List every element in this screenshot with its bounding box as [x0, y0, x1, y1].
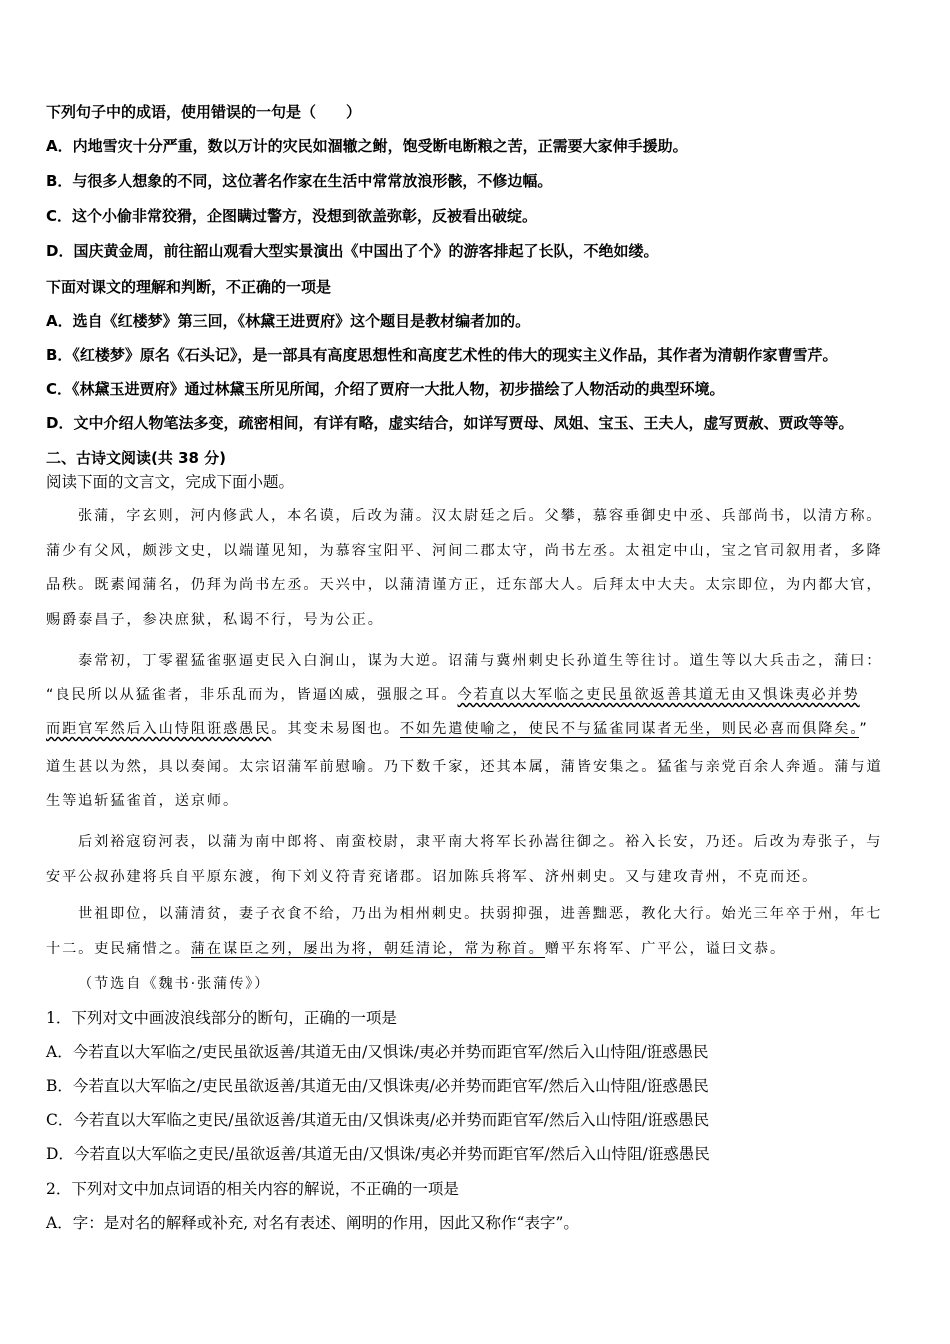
text-option-b: B．《红楼梦》原名《石头记》，是一部具有高度思想性和高度艺术性的伟大的现实主义作品，其作者为清朝作家曹雪芹。: [46, 346, 838, 364]
q1-stem: 1．下列对文中画波浪线部分的断句，正确的一项是: [46, 1009, 397, 1027]
passage-line: 张蒲，字玄则，河内修武人，本名谟，后改为蒲。汉太尉廷之后。父攀，慕容垂御史中丞、兵部尚书，以清方称。: [78, 508, 883, 524]
passage-segment: ”: [859, 721, 869, 737]
q1-option-d: D．今若直以大军临之吏民/虽欲返善/其道无由/又惧诛/夷必并势而距官军/然后入山恃阻/诳惑愚民: [46, 1145, 710, 1163]
text-question-stem: 下面对课文的理解和判断，不正确的一项是: [46, 278, 332, 296]
passage-line: 生等追斩猛雀首，送京师。: [46, 793, 240, 809]
idiom-option-a: A．内地雪灾十分严重，数以万计的灾民如涸辙之鲋，饱受断电断粮之苦，正需要大家伸手援助。: [46, 137, 688, 155]
section-title: 二、古诗文阅读(共 38 分): [46, 449, 227, 467]
text-option-d: D．文中介绍人物笔法多变，疏密相间，有详有略，虚实结合，如详写贾母、凤姐、宝玉、王夫人，虚写贾赦、贾政等等。: [46, 414, 854, 432]
idiom-option-b: B．与很多人想象的不同，这位著名作家在生活中常常放浪形骸，不修边幅。: [46, 172, 553, 190]
wavy-underlined-sentence: 今若直以大军临之吏民虽欲返善其道无由又惧诛夷必并势: [457, 687, 860, 703]
q2-option-a: A．字：是对名的解释或补充, 对名有表述、阐明的作用，因此又称作“表字”。: [46, 1214, 579, 1232]
underlined-sentence: 不如先遣使喻之，使民不与猛雀同谋者无坐，则民必喜而俱降矣。: [399, 721, 860, 737]
passage-line: [46, 939, 786, 959]
passage-segment: 。其变未易图也。: [271, 721, 400, 737]
passage-line: 赐爵泰昌子，参决庶狱，私谒不行，号为公正。: [46, 612, 384, 628]
q1-option-a: A．今若直以大军临之/吏民虽欲返善/其道无由/又惧诛/夷必并势而距官军/然后入山恃阻/诳惑愚民: [46, 1043, 709, 1061]
passage-line: 世祖即位，以蒲清贫，妻子衣食不给，乃出为相州刺史。扶弱抑强，进善黜恶，教化大行。始光三年卒于州，年七: [78, 906, 883, 922]
text-option-a: A．选自《红楼梦》第三回，《林黛王进贾府》这个题目是教材编者加的。: [46, 312, 531, 330]
passage-segment: “良民所以从猛雀者，非乐乱而为，皆逼凶威，强服之耳。: [46, 687, 458, 703]
passage-line: [46, 719, 869, 739]
wavy-underlined-sentence: 而距官军然后入山恃阻诳惑愚民: [46, 721, 272, 737]
idiom-question-stem: 下列句子中的成语，使用错误的一句是（ ）: [46, 103, 362, 121]
passage-segment: 赠平东将军、广平公，谥曰文恭。: [544, 941, 787, 957]
idiom-option-c: C．这个小偷非常狡猾，企图瞒过警方，没想到欲盖弥彰，反被看出破绽。: [46, 207, 538, 225]
q1-option-b: B．今若直以大军临之/吏民虽欲返善/其道无由/又惧诛夷/必并势而距官军/然后入山恃阻/诳惑愚民: [46, 1077, 709, 1095]
passage-line: 蒲少有父风，颇涉文史，以端谨见知，为慕容宝阳平、河间二郡太守，尚书左丞。太祖定中山，宝之官司叙用者，多降: [46, 543, 883, 559]
passage-line: 安平公叔孙建将兵自平原东渡，徇下刘义符青兖诸郡。诏加陈兵将军、济州刺史。又与建攻青州，不克而还。: [46, 869, 819, 885]
passage-line: 泰常初，丁零翟猛雀驱逼吏民入白涧山，谋为大逆。诏蒲与冀州刺史长孙道生等往讨。道生等以大兵击之，蒲曰：: [78, 653, 883, 669]
idiom-option-d: D．国庆黄金周，前往韶山观看大型实景演出《中国出了个》的游客排起了长队，不绝如缕。: [46, 242, 659, 260]
passage-line: [46, 685, 860, 705]
passage-line: 品秩。既素闻蒲名，仍拜为尚书左丞。天兴中，以蒲清谨方正，迁东部大人。后拜太中大夫。太宗即位，为内都大官，: [46, 577, 883, 593]
q1-option-c: C．今若直以大军临之吏民/虽欲返善/其道无由/又惧诛夷/必并势而距官军/然后入山恃阻/诳惑愚民: [46, 1111, 710, 1129]
underlined-sentence: 蒲在谋臣之列，屡出为将，朝廷清论，常为称首。: [190, 941, 545, 957]
passage-line: 后刘裕寇窃河表，以蒲为南中郎将、南蛮校尉，隶平南大将军长孙嵩往御之。裕入长安，乃还。后改为寿张子，与: [78, 834, 883, 850]
passage-source: （节选自《魏书·张蒲传》）: [78, 976, 271, 992]
q2-stem: 2．下列对文中加点词语的相关内容的解说，不正确的一项是: [46, 1180, 459, 1198]
passage-line: 道生甚以为然，具以奏闻。太宗诏蒲军前慰喻。乃下数千家，还其本属，蒲皆安集之。猛雀与亲党百余人奔遁。蒲与道: [46, 759, 883, 775]
passage-segment: 十二。吏民痛惜之。: [46, 941, 191, 957]
text-option-c: C．《林黛玉进贾府》通过林黛玉所见所闻，介绍了贾府一大批人物，初步描绘了人物活动的典型环境。: [46, 380, 725, 398]
section-instruction: 阅读下面的文言文，完成下面小题。: [46, 473, 295, 491]
